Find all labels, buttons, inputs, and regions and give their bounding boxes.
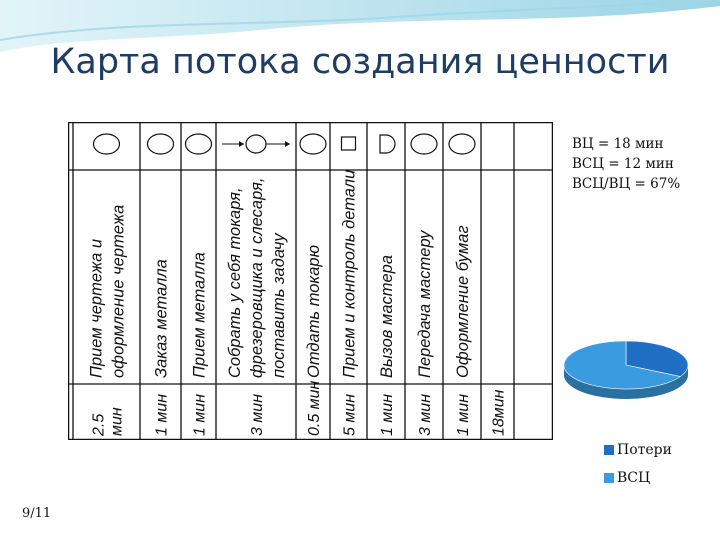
step-label: Оформление бумаг — [454, 225, 472, 378]
step-time: 1 мин — [455, 393, 472, 436]
operation-circle-icon — [246, 135, 266, 153]
step-time: 3 мин — [249, 393, 266, 436]
step-label: Вызов мастера — [378, 254, 396, 378]
metric-ratio: ВСЦ/ВЦ = 67% — [572, 176, 681, 192]
legend-swatch — [604, 473, 614, 483]
step-time: 2.5 — [90, 413, 108, 436]
step-time: 1 мин — [379, 393, 396, 436]
operation-circle-icon — [411, 134, 437, 154]
slide-title: Карта потока создания ценности — [50, 42, 670, 82]
metric-vsc: ВСЦ = 12 мин — [572, 156, 674, 172]
step-label: фрезеровщика и слесаря, — [248, 177, 266, 378]
operation-circle-icon — [148, 134, 174, 154]
value-stream-map — [68, 122, 553, 440]
step-time: мин — [108, 407, 126, 436]
legend-swatch — [604, 445, 614, 455]
step-label: Собрать у себя токаря, — [226, 187, 244, 378]
step-label: Заказ металла — [152, 259, 171, 378]
legend-label: ВСЦ — [617, 470, 651, 486]
metrics-block — [572, 134, 680, 194]
step-label: поставить задачу — [270, 233, 288, 378]
step-label: Отдать токарю — [305, 245, 323, 378]
step-label: Прием металла — [190, 252, 209, 378]
slide-date: 9/11 — [22, 506, 52, 521]
delay-d-icon — [380, 135, 395, 153]
operation-circle-icon — [449, 134, 475, 154]
legend-item-vsc — [604, 470, 650, 486]
operation-circle-icon — [94, 134, 120, 154]
step-label: Прием и контроль детали — [340, 169, 359, 378]
inspection-square-icon — [342, 137, 356, 150]
step-label: Прием чертежа и — [87, 238, 106, 378]
step-time: 1 мин — [191, 393, 209, 436]
step-label: оформление чертежа — [109, 204, 128, 378]
operation-circle-icon — [186, 134, 212, 154]
step-time: 18мин — [490, 389, 508, 436]
step-time: 0.5 мин — [306, 380, 323, 436]
legend-label: Потери — [617, 442, 672, 458]
step-label: Передача мастеру — [416, 230, 434, 378]
metric-vc: ВЦ = 18 мин — [572, 136, 664, 152]
step-time: 3 мин — [417, 393, 434, 436]
step-time: 5 мин — [341, 393, 359, 436]
step-time: 1 мин — [153, 393, 171, 436]
legend-item-losses — [604, 442, 672, 458]
pie-chart — [560, 335, 700, 405]
operation-circle-icon — [300, 134, 326, 154]
